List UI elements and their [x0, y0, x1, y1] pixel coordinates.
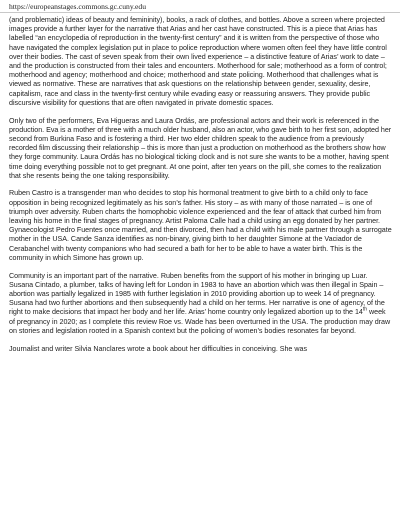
header-divider: [0, 12, 400, 13]
page-url: https://europeanstages.commons.gc.cuny.edu: [9, 2, 147, 11]
paragraph-ruben-castro: Ruben Castro is a transgender man who decides to stop his hormonal treatment to give birth to a child only to face opposition in being recognized legitimately as his son’s father. His story – as with many of those narrated – is one of triumph over adversity. Ruben charts the homophobic violence experienced and the fear of attack that curbed him from leaving his home in the final stages of pregnancy. Artist Paloma Calle had a child using an egg donated by her partner. Gynaecologist Pedro Fuentes once married, and then divorced, then had a child with his male partner through a surrogate mother in the USA. Cande Sanza identifies as non-binary, giving birth to her daughter Simone at the Vaciador de Cerabanchel with twenty companions who had secured a bath for her to be able to have a water birth. This is the community in which Simone has grown up.: [9, 189, 392, 262]
paragraph-performers: Only two of the performers, Eva Higueras and Laura Ordás, are professional actors and their work is referenced in the production. Eva is a mother of three with a much older husband, also an actor, who gave birth to her first son, adopted her second from Burkina Faso and is fostering a third. Her two elder children speak to the audience from a previously recorded film discussing their relationship – this is more than just a production on motherhood as the brothers show how they forge community. Laura Ordás has no biological ticking clock and is not sure she wants to be a mother, having spent time doing everything possible not to get pregnant. At one point, after ten years on the pill, she comes to the realization that she resents being the one taking responsibility.: [9, 116, 392, 180]
paragraph-community: Community is an important part of the narrative. Ruben benefits from the support of his mother in bringing up Luar. Susana Cintado, a plumber, talks of having left for London in 1983 to have an abortion which was then illegal in Spain –abortion was partially legalized in 1985 with further legislation in 2010 providing abortion up to week 14 of pregnancy. Susana had two further abortions and then subsequently had a child on her terms. Her narrative is one of agency, of the right to make decisions that impact her body and her life. Arias’ home country only legalized abortion up to the 14th week of pregnancy in 2020; as I complete this review Roe vs. Wade has been overturned in the USA. The production may draw on stories and legislation rooted in a Spanish context but the policing of women’s bodies resonates far beyond.: [9, 271, 391, 335]
paragraph-stage-description: (and problematic) ideas of beauty and femininity), books, a rack of clothes, and bottles. Above a screen where projected images provide a further layer for the narrative that Arias and her cast have constructed. This is a piece that Arias has labelled “an encyclopedia of reproduction in the twenty-first century” and it is written from the perspective of those who have navigated the complex legislation put in place to police reproduction where women often feel they have little control over their bodies. The cast of seven speak from their own lived experience – a distinctive feature of Arias’ work to date –and the production is constructed from their tales and encounters. Motherhood for sale; motherhood as a form of control; motherhood and agency; motherhood and choice; motherhood and state policing. Motherhood that challenges what is viewed as normative. These are narratives that ask questions on the relationship between gender, sexuality, desire, capitalism, race and class in the twenty-first century while evading easy or reassuring answers. They provide public discursive visibility for questions that are often navigated in private domestic spaces.: [9, 16, 387, 107]
article-body: [9, 16, 392, 354]
paragraph-silvia-nanclares: Journalist and writer Silvia Nanclares wrote a book about her difficulties in conceiving. She was: [9, 344, 307, 353]
